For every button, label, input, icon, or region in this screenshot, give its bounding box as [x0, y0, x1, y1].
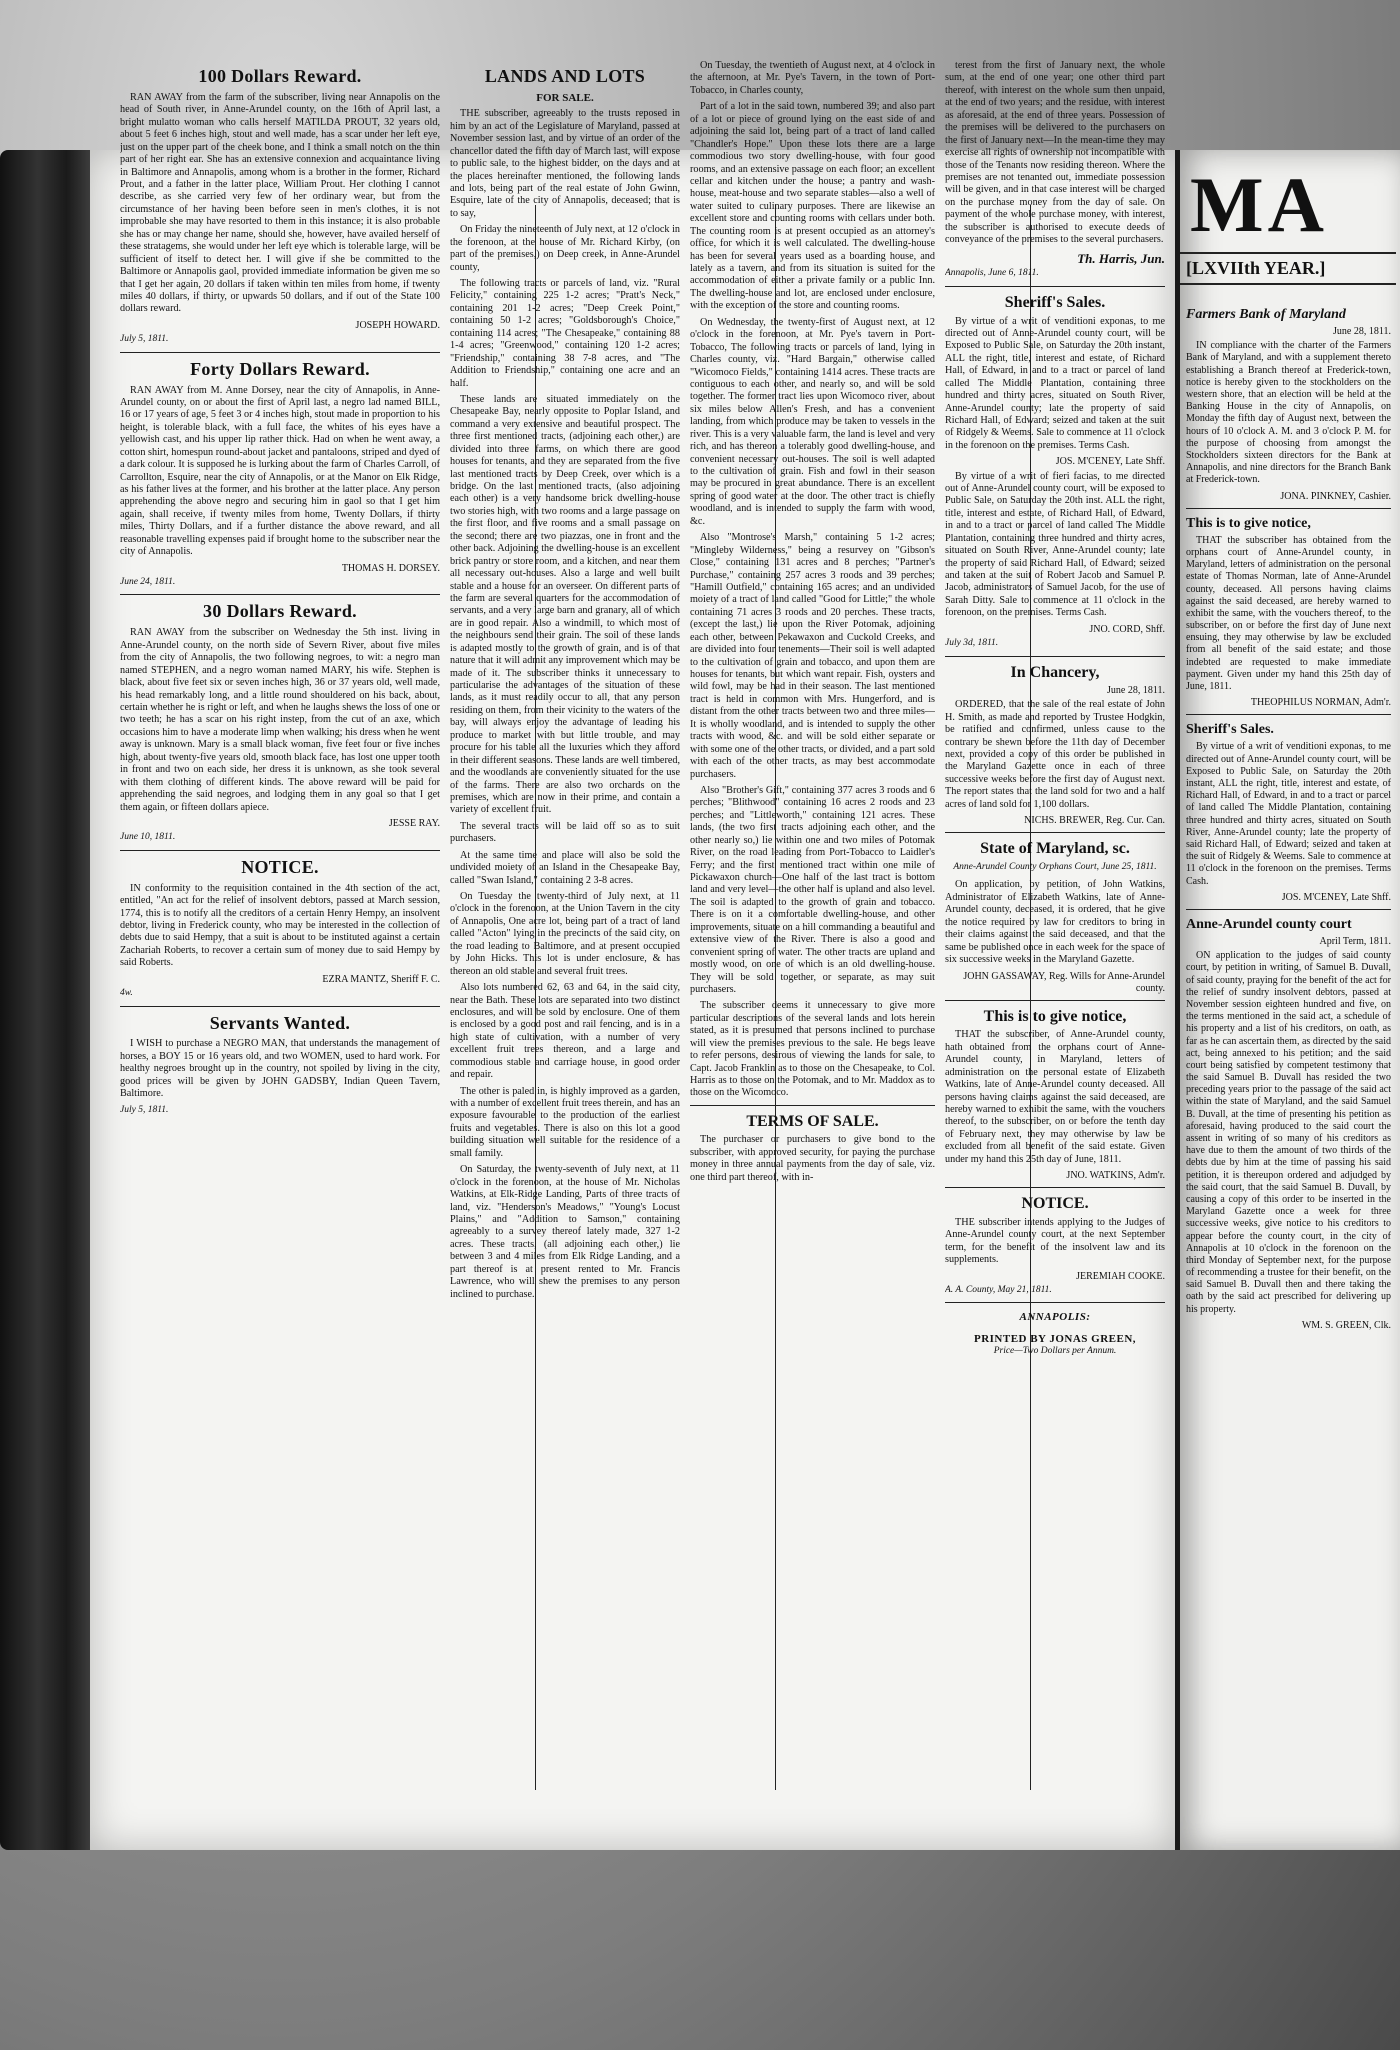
ad-title: 30 Dollars Reward.: [203, 601, 357, 622]
section-title: Farmers Bank of Maryland: [1186, 307, 1346, 322]
signer: JOHN GASSAWAY, Reg. Wills for Anne-Arundel county.: [963, 970, 1165, 994]
paragraph: ORDERED, that the sale of the real estate of John H. Smith, as made and reported by Trustee Hodgkin, be ratified and confirmed, unless cause to the contrary be shewn before the 11th day of December next, provided a copy of this order be published in the Maryland Gazette once in each of three successive weeks before the first day of August next. The report states that the land sold for two and a half acres of land sold for 1,100 dollars.: [945, 699, 1165, 810]
section-title: LANDS AND LOTS: [484, 66, 646, 86]
terms-title: TERMS OF SALE.: [746, 1112, 879, 1130]
ad-title: Servants Wanted.: [209, 1012, 351, 1033]
divider: [690, 1105, 935, 1106]
divider: [1186, 508, 1391, 509]
paragraph: THAT the subscriber, of Anne-Arundel county, hath obtained from the orphans court of Anne-Arundel county, in Maryland, letters of administration on the personal estate of Elizabeth Watkins, late of Anne-Arundel county deceased. All persons having claims against the said deceased, are hereby warned to exhibit the same, with the vouchers thereof, to the subscriber, on or before the tenth day of February next, they may otherwise by law be excluded from all benefit of the said estate. Given under my hand this 25th day of June, 1811.: [945, 1029, 1165, 1165]
section-title: This is to give notice,: [983, 1007, 1127, 1025]
divider: [945, 1187, 1165, 1188]
signer: JONA. PINKNEY, Cashier.: [1280, 490, 1391, 502]
divider: [945, 286, 1165, 287]
paragraph: THE subscriber intends applying to the Judges of Anne-Arundel county court, at the next September term, for the benefit of the insolvent law and its supplements.: [945, 1216, 1165, 1266]
ad-signer: JESSE RAY.: [388, 817, 440, 829]
paragraph: terest from the first of January next, the whole sum, at the end of one year; one other third part thereof, with interest on the whole sum then unpaid, at the end of two years; and the residue, with interest as aforesaid, at the end of three years. Possession of the premises will be delivered to the purchasers on the first of January next—In the mean-time they may exercise all rights of ownership not incompatible with those of the Tenants now residing thereon. Where the premises are not tenanted out, immediate possession will be given, and in that case interest will be charged on the purchase money from the day of sale. On payment of the whole purchase money, with interest, the subscriber is authorised to execute deeds of conveyance of the premises to the several purchasers.: [945, 60, 1165, 246]
date: April Term, 1811.: [1319, 936, 1391, 947]
footer-price: Price—Two Dollars per Annum.: [993, 1346, 1117, 1357]
subtitle: Anne-Arundel County Orphans Court, June 25, 1811.: [953, 861, 1157, 872]
divider: [1186, 714, 1391, 715]
section-subtitle: FOR SALE.: [536, 91, 594, 104]
section-title: Sheriff's Sales.: [1186, 722, 1274, 738]
date: A. A. County, May 21, 1811.: [945, 1284, 1052, 1295]
divider: [120, 850, 440, 851]
ad-body: RAN AWAY from the subscriber on Wednesday the 5th inst. living in Anne-Arundel county, on the north side of Severn River, about five miles from the city of Annapolis, the two following negroes, to wit: a negro man named STEPHEN, and a negro woman named MARY, his wife. Stephen is black, about five feet six or seven inches high, 36 or 37 years old, well made, his head remarkably long, and a little round shouldered on his back, about, certain whether he is right or left, and when he laughs shews the loss of one or two teeth; he has a scar on his right instep, from the cut of an axe, which occasions him to have a moderate limp when walking; his dress when he went away is unknown. Mary is a small black woman, five feet four or five inches high, about twenty-five years old, smooth black face, has lost one upper tooth in front and two on each side, her dress it is unknown, as she took several with them clothing of different kinds. The above reward will be paid for apprehending the said negroes, and lodging them in any goal so that I get them again, or fifteen dollars apiece.: [120, 627, 440, 813]
date: July 3d, 1811.: [945, 637, 999, 648]
paragraph: The other is paled in, is highly improved as a garden, with a number of excellent fruit trees therein, and has an exposure favourable to the production of the earliest fruits and vegetables. There is also on this lot a good building situation well suitable for the residence of a small family.: [450, 1085, 680, 1159]
ad-date: June 24, 1811.: [120, 576, 176, 587]
paragraph: Also lots numbered 62, 63 and 64, in the said city, near the Bath. These lots are separated into two distinct enclosures, and will be sold by enclosure. One of them is enclosed by a good post and rail fencing, and is in a high state of cultivation, with a number of very excellent fruit trees thereon, and a large and commodious stable and carriage house, in good order and repair.: [450, 982, 680, 1081]
paragraph: By virtue of a writ of fieri facias, to me directed out of Anne-Arundel county court, will be exposed to Public Sale, on Saturday the 20th inst. ALL the right, title, interest and estate, of Richard Hall, of Edward, in and to a tract or parcel of land called The Middle Plantation, containing three hundred and thirty acres, situated on South River, Anne-Arundel county; late the property of said Richard Hall, of Edward; seized and taken at the suit of Robert Jacob and Samuel P. Jacob, administrators of Samuel Jacob, for the use of Sarah Ditty. Sale to commence at 11 o'clock in the forenoon, on the premises. Terms Cash.: [945, 470, 1165, 619]
signer: JNO. WATKINS, Adm'r.: [1066, 1170, 1165, 1182]
section-title: State of Maryland, sc.: [980, 840, 1130, 858]
column-2: [450, 60, 680, 2010]
signer: JNO. CORD, Shff.: [1089, 623, 1165, 635]
column-1: [120, 60, 440, 2010]
column-3: [690, 60, 935, 2010]
divider: [120, 1006, 440, 1007]
ad-signer: EZRA MANTZ, Sheriff F. C.: [322, 973, 440, 985]
ad-title: NOTICE.: [241, 856, 319, 877]
paragraph: These lands are situated immediately on the Chesapeake Bay, nearly opposite to Poplar Island, and command a very extensive and beautiful prospect. The three first mentioned tracts, (adjoining each other,) are divided into three farms, on which there are good houses for tenants, and they are separated from the five last mentioned tracts by Deep Creek, over which is a bridge. On the last mentioned tracts, (also adjoining each other) is a very handsome brick dwelling-house two stories high, with two rooms and a large passage on the first floor, and five rooms and a small passage on the second; there are two piazzas, one in front and the other back. Adjoining the dwelling-house is an excellent brick pantry or store room, and a kitchen, and near them all necessary out-houses. Also a large and well built stable and a house for an overseer. On different parts of the farm are several quarters for the accommodation of servants, and a very large barn and granary, all of which are in good repair. Also a windmill, to which most of the neighbours send their grain. The soil of these lands is adapted mostly to the growth of grain, and is of that nature that it will admit any improvement which may be made of it. The subscriber thinks it unnecessary to particularise the advantages of the situation of these lands, as it must readily occur to all, that any person residing on them, from their vicinity to the waters of the bay, will always enjoy the advantage of leading his produce to market with but little trouble, and may procure for his table all the luxuries which they afford in their different seasons. These lands are well timbered, and the woodlands are conveniently situated for the use of the farms. There are also two orchards on the premises, which are now in their prime, and contain a variety of excellent fruit.: [450, 393, 680, 816]
ad-body: RAN AWAY from M. Anne Dorsey, near the city of Annapolis, in Anne-Arundel county, on or about the first of April last, a negro lad named BILL, 16 or 17 years of age, 5 feet 3 or 4 inches high, stout made in proportion to his height, is tolerable black, with a full face, the whites of his eyes have a yellowish cast, and his upper lip rather thick. Had on when he went away, a cotton shirt, homespun round-about jacket and pantaloons, striped and dyed of a dark colour. It is supposed he is lurking about the farm of Charles Carroll, of Carrollton, Esquire, near the city of Annapolis, or at the Manor on Elk Ridge, as his father lives at the former, and his brother at the latter place. Any person apprehending the above negro and securing him in gaol so that I get him again, shall receive, if twenty miles from home, Twenty Dollars, if thirty miles, Thirty Dollars, and if a further distance the above reward, and all reasonable travelling expenses paid if brought home to the subscriber near the city of Annapolis.: [120, 384, 440, 558]
ad-signer: JOSEPH HOWARD.: [355, 319, 440, 331]
book-binding-edge: [0, 150, 95, 1850]
divider: [945, 656, 1165, 657]
right-newspaper-page: [1180, 150, 1400, 1850]
footer-place: ANNAPOLIS:: [1019, 1311, 1091, 1324]
signer: JEREMIAH COOKE.: [1076, 1270, 1165, 1282]
paragraph: On Saturday, the twenty-seventh of July next, at 11 o'clock in the forenoon, at the house of Mr. Nicholas Watkins, at Elk-Ridge Landing, Parts of three tracts of land, viz. "Henderson's Meadows," "Young's Locust Plains," and "Addition to Samson," containing agreeably to a survey thereof lately made, 327 1-2 acres. These tracts, (all adjoining each other,) lie between 3 and 4 miles from Elk Ridge Landing, and a part thereof is at present rented to Mr. Francis Lawrence, who will shew the premises to any person inclined to purchase.: [450, 1164, 680, 1300]
paragraph: ON application to the judges of said county court, by petition in writing, of Samuel B. Duvall, of said county, praying for the benefit of the act for the relief of sundry insolvent debtors, passed at November session eighteen hundred and five, on the terms mentioned in the said act, a schedule of his property and a list of his creditors, on oath, as far as he can ascertain them, as directed by the said act, being annexed to his petition; and the said court being satisfied by competent testimony that the said Samuel B. Duvall has resided the two preceding years prior to the passage of the said act within the state of Maryland, and the said Samuel B. Duvall, at the time of presenting his petition as aforesaid, having produced to the said court the assent in writing of so many of his creditors as have due to them the amount of two thirds of the debts due by him at the time of passing his said petition, it is thereupon ordered and adjudged by the said court, that the said Samuel B. Duvall, by causing a copy of this order to be inserted in the Maryland Gazette once a week for three successive weeks, give notice to his creditors to appear before the county court, in the city of Annapolis at 10 o'clock in the forenoon on the third Monday of September next, for the purpose of recommending a trustee for their benefit, on the said Samuel B. Duvall then and there taking the oath by the said act prescribed for delivering up his property.: [1186, 950, 1391, 1315]
paragraph: By virtue of a writ of venditioni exponas, to me directed out of Anne-Arundel county court, will be Exposed to Public Sale, on Saturday the 20th instant, ALL the right, title, interest and estate, of Richard Hall, of Edward, in and to a tract or parcel of land called The Middle Plantation, containing three hundred and thirty acres, situated on South River, Anne-Arundel county; late the property of said Richard Hall, of Edward; seized and taken at the suit of Ridgely & Weems. Sale to commence at 11 o'clock in the forenoon on the premises. Terms Cash.: [1186, 741, 1391, 887]
paragraph: On Tuesday, the twentieth of August next, at 4 o'clock in the afternoon, at Mr. Pye's Tavern, in the town of Port-Tobacco, in Charles county,: [690, 60, 935, 96]
signer: JOS. M'CENEY, Late Shff.: [1281, 891, 1391, 903]
ad-body: RAN AWAY from the farm of the subscriber, living near Annapolis on the head of South river, in Anne-Arundel county, on the 16th of April last, a bright mulatto woman who calls herself MATILDA PROUT, 32 years old, about 5 feet 6 inches high, stout and well made, has a scar under her left eye, just on the upper part of the cheek bone, and I think a small notch on the thin part of her right ear. She has an extensive connexion and acquaintance living in Baltimore and Annapolis, among whom is a brother in the former, Richard Prout, and a father in the latter place, William Prout. Her clothing I cannot describe, as she carried very few of her ordinary wear, but from the circumstance of her having been before seen in men's clothes, it is not improbable she may have resorted to them in this instance; it is also probable she has or may change her name, should she, however, have availed herself of these stratagems, she would under her left eye which is tolerable large, will be sufficient of itself to detect her. I will give if she be committed to the Baltimore or Annapolis gaol, provided immediate information be given me so that I get her again, 20 dollars if taken within ten miles from home, if twenty miles 40 dollars, if thirty, or upwards 50 dollars, and if out of the State 100 dollars reward.: [120, 91, 440, 315]
divider: [945, 832, 1165, 833]
paragraph: On Tuesday the twenty-third of July next, at 11 o'clock in the forenoon, at the Union Tavern in the city of Annapolis, One acre lot, being part of a tract of land called "Acton" lying in the precincts of the said city, on the road leading to Baltimore, and at present occupied by John Hicks. This lot is under enclosure, & has thereon an old stable and several fruit trees.: [450, 891, 680, 977]
section-title: In Chancery,: [1010, 663, 1100, 681]
paragraph: IN compliance with the charter of the Farmers Bank of Maryland, and with a supplement thereto establishing a Branch thereof at Frederick-town, notice is hereby given to the stockholders on the western shore, that an election will be held at the Banking House in the city of Annapolis, on Monday the fifth day of August next, between the hours of 10 o'clock A. M. and 3 o'clock P. M. for the purpose of choosing from amongst the Stockholders sixteen directors for the Bank at Annapolis, and nine directors for the Branch Bank at Frederick-town.: [1186, 340, 1391, 486]
divider: [120, 594, 440, 595]
footer-printer: PRINTED BY JONAS GREEN,: [973, 1332, 1137, 1345]
ad-title: Forty Dollars Reward.: [190, 358, 370, 379]
paragraph: THE subscriber, agreeably to the trusts reposed in him by an act of the Legislature of Maryland, passed at November session last, and by virtue of an order of the chancellor dated the fifth day of March last, will expose to public sale, to the highest bidder, on the days and at the places hereinafter mentioned, the following lands and lots, being part of the real estate of John Gwinn, Esquire, late of the city of Annapolis, deceased; that is to say,: [450, 108, 680, 219]
paragraph: At the same time and place will also be sold the undivided moiety of an Island in the Chesapeake Bay, called "Swan Island," containing 2 3-8 acres.: [450, 849, 680, 886]
ad-body: IN conformity to the requisition contained in the 4th section of the act, entitled, "An act for the relief of insolvent debtors, passed at March session, 1774, this is to notify all the creditors of a certain Henry Hempy, an insolvent debtor, living in Frederick county, who may be interested in the collection of debts due to said Hempy, that a suit is about to be instituted against a certain Zachariah Roberts, to recover a certain sum of money due to said Hempy by said Roberts.: [120, 882, 440, 969]
paragraph: On Friday the nineteenth of July next, at 12 o'clock in the forenoon, at the house of Mr. Richard Kirby, (on part of the premises,) on Deep creek, in Anne-Arundel county,: [450, 224, 680, 273]
column-4: [945, 60, 1165, 2010]
date: June 28, 1811.: [1333, 326, 1391, 338]
section-title: Anne-Arundel county court: [1186, 916, 1352, 932]
paragraph: On Wednesday, the twenty-first of August next, at 12 o'clock in the forenoon, at Mr. Pye's tavern in Port-Tobacco, The following tracts or parcels of land, lying in Charles county, viz. "Hard Bargain," otherwise called "Wicomoco Fields," containing 1414 acres. These tracts are contiguous to each other, and nearly so, and will be sold together. The former tract lies upon Wicomoco river, about six miles below Allen's Fresh, and has a convenient landing, from which produce may be taken to vessels in the river. This is a very valuable farm, the land is level and very rich, and has thereon a tolerably good dwelling-house, and convenient necessary out-houses. The soil is well adapted to the cultivation of grain. Fish and fowl in their season may be procured in great abundance. There is an excellent spring of good water at the door. The other tract is chiefly woodland, and is intended to supply the farm with wood, &c.: [690, 316, 935, 527]
section-title: This is to give notice,: [1186, 515, 1311, 531]
masthead: MA: [1190, 161, 1328, 248]
paragraph: The several tracts will be laid off so as to suit purchasers.: [450, 820, 680, 845]
signer: NICHS. BREWER, Reg. Cur. Can.: [1024, 815, 1165, 827]
ad-date: July 5, 1811.: [120, 334, 169, 345]
ad-signer: THOMAS H. DORSEY.: [341, 562, 440, 574]
signer: THEOPHILUS NORMAN, Adm'r.: [1250, 697, 1391, 709]
divider: [120, 352, 440, 353]
ad-date: 4w.: [120, 987, 133, 998]
ad-body: I WISH to purchase a NEGRO MAN, that understands the management of horses, a BOY 15 or 16 years old, and two WOMEN, used to hard work. For healthy negroes brought up in the country, not spoiled by living in the city, good prices will be given by JOHN GADSBY, Indian Queen Tavern, Baltimore.: [120, 1038, 440, 1100]
signer: WM. S. GREEN, Clk.: [1301, 1319, 1391, 1331]
signer: Th. Harris, Jun.: [1077, 250, 1165, 266]
section-title: Sheriff's Sales.: [1004, 294, 1106, 311]
divider: [945, 1302, 1165, 1303]
section-title: NOTICE.: [1021, 1195, 1089, 1213]
divider: [945, 1000, 1165, 1001]
paragraph: By virtue of a writ of venditioni exponas, to me directed out of Anne-Arundel county court, will be Exposed to Public Sale, on Saturday the 20th instant, ALL the right, title, interest and estate, of Richard Hall, of Edward, in and to a tract or parcel of land called The Middle Plantation, containing three hundred and thirty acres, situated on South River, Anne-Arundel county; late the property of said Richard Hall, of Edward; seized and taken at the suit of Ridgely & Weems. Sale to commence at 11 o'clock in the forenoon on the premises. Terms Cash.: [945, 315, 1165, 451]
ad-date: July 5, 1811.: [120, 1104, 169, 1115]
paragraph: The subscriber deems it unnecessary to give more particular descriptions of the several lands and lots herein stated, as it is presumed that persons inclined to purchase will view the premises previous to the sale. He begs leave to refer persons, desirous of viewing the lands for sale, to Capt. Jacob Franklin as to those on the Chesapeake, to Col. Harris as to those on the Potomak, and to Mr. Maddox as to those on the Wicomoco.: [690, 1000, 935, 1099]
date: June 28, 1811.: [1107, 685, 1165, 697]
paragraph: Also "Montrose's Marsh," containing 5 1-2 acres; "Mingleby Wilderness," being a resurvey on "Gibson's Close," containing 131 acres and 8 perches; "Partner's Purchase," containing 257 acres 3 roods and 39 perches; "Hamill Outfield," containing 165 acres; and an undivided moiety of a tract of land called "Good for Little;" the whole containing 71 acres 3 roods and 20 perches. These tracts, (except the last,) lie upon the River Potomak, adjoining each other, between Pekawaxon and Cuckold Creeks, and are divided into four tenements—Their soil is well adapted to the cultivation of grain and tobacco, and upon them are houses for tenants, but which want repair. Fish, oysters and wild fowl, may be had in their season. The last mentioned tract is held in common with Mrs. Hungerford, and is distant from the other tracts between two and three miles—It is wholly woodland, and is intended to supply the other tracts with wood, &c. and will be sold either separate or with some one of the other tracts, or divided, and a part sold with each of the other tracts, as may best accommodate purchasers.: [690, 532, 935, 780]
year-label: [LXVIIth YEAR.]: [1180, 252, 1396, 285]
right-column: [1186, 300, 1391, 1830]
paragraph: THAT the subscriber has obtained from the orphans court of Anne-Arundel county, in Maryland, letters of administration on the personal estate of Thomas Norman, late of Anne-Arundel county, deceased. All persons having claims against the said deceased, are hereby warned to exhibit the same, with the vouchers thereof, to the subscriber, on or before the first day of June next ensuing, they may otherwise by law be excluded from all benefit of the said estate; and those indebted are requested to make immediate payment. Given under my hand this 25th day of June, 1811.: [1186, 534, 1391, 693]
divider: [1186, 909, 1391, 910]
signer: JOS. M'CENEY, Late Shff.: [1055, 456, 1165, 468]
ad-date: June 10, 1811.: [120, 832, 176, 843]
ad-title: 100 Dollars Reward.: [198, 66, 362, 86]
paragraph: The following tracts or parcels of land, viz. "Rural Felicity," containing 225 1-2 acres; "Pratt's Neck," containing 201 1-2 acres; "Deep Creek Point," containing 50 1-2 acres; "Goldsborough's Choice," containing 114 acres; "The Chesapeake," containing 88 1-4 acres; "Greenwood," containing 120 1-2 acres; "Friendship," containing 38 7-8 acres, and "The Addition to Friendship," containing one acre and an half.: [450, 278, 680, 389]
place-date: Annapolis, June 6, 1811.: [945, 268, 1039, 279]
paragraph: On application, by petition, of John Watkins, Administrator of Elizabeth Watkins, late of Anne-Arundel county, deceased, it is ordered, that he give the notice required by law for creditors to bring in their claims against the said deceased, and that the same be published once in each week for the space of six successive weeks in the Maryland Gazette.: [945, 879, 1165, 966]
terms-body: The purchaser or purchasers to give bond to the subscriber, with approved security, for paying the purchase money in three annual payments from the day of sale, viz. one third part thereof, with in-: [690, 1134, 935, 1183]
paragraph: Also "Brother's Gift," containing 377 acres 3 roods and 6 perches; "Blithwood" containing 16 acres 2 roods and 23 perches; and "Littleworth," containing 121 acres. These lands, (the two first tracts adjoining each other, and the other nearly so,) lie within one and two miles of Potomak River, on the road leading from Port-Tobacco to Laidler's Ferry; and the first mentioned tract within one mile of Pickawaxon church—One half of the last tract is bottom land and very level—the other half is upland and also level. The soil is adapted to the growth of grain and tobacco. There is on it a comfortable dwelling-house, and other improvements, situate on a hill commanding a beautiful and extensive view of the River. There is also a good and convenient spring of water. The other tracts are upland and mostly wood, on one of which is an old dwelling-house. They will be sold together, or separate, as may suit purchasers.: [690, 784, 935, 995]
paragraph: Part of a lot in the said town, numbered 39; and also part of a lot or piece of ground lying on the east side of and adjoining the said lot, being part of a tract of land called "Chandler's Hope." Upon these lots there are a large commodious two story dwelling-house, with four good rooms, and an extensive passage on each floor; an excellent cellar and kitchen under the house; a pantry and wash-house, meat-house and two separate stables—also a well of water suited to culinary purposes. There are likewise an excellent store and counting rooms with cellars under both. The counting room is at present occupied as an attorney's office, for which it is well calculated. The dwelling-house has been for several years used as a boarding house, and lately as a tavern, and from its situation is suited for the accommodation of either a private family or a public Inn. The dwelling-house and lot, are enclosed under enclosure, with the exception of the store and counting rooms.: [690, 101, 935, 312]
